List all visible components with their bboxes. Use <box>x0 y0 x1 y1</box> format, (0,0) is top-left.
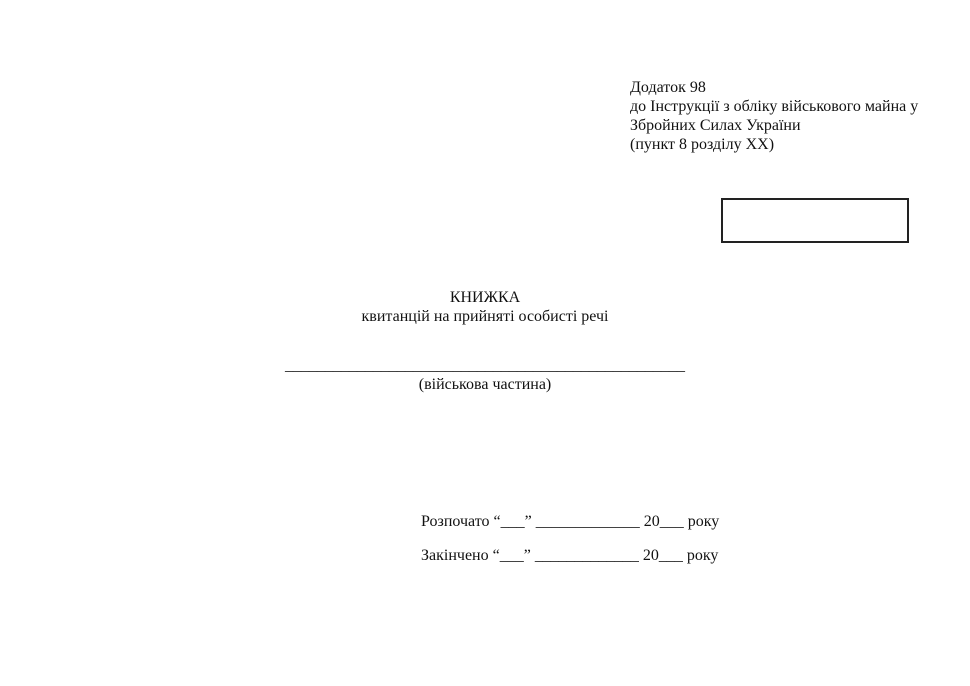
document-title-main: КНИЖКА <box>449 289 521 306</box>
instruction-reference-line1: до Інструкції з обліку військового майна у <box>630 98 919 115</box>
document-title <box>0 288 970 326</box>
appendix-number: Додаток 98 <box>630 79 706 96</box>
appendix-annotation <box>630 78 930 154</box>
military-unit-block <box>0 356 970 394</box>
started-date-line: Розпочато “___” _____________ 20___ року <box>421 513 720 530</box>
document-title-subtitle: квитанцій на прийняті особисті речі <box>361 308 609 325</box>
military-unit-blank-line: __________________________________________________ <box>285 357 685 374</box>
instruction-reference-line2: Збройних Силах України <box>630 117 801 134</box>
finished-date-line: Закінчено “___” _____________ 20___ року <box>421 547 719 564</box>
section-reference: (пункт 8 розділу XX) <box>630 136 775 153</box>
empty-number-box <box>721 198 909 243</box>
military-unit-caption: (військова частина) <box>418 376 552 393</box>
